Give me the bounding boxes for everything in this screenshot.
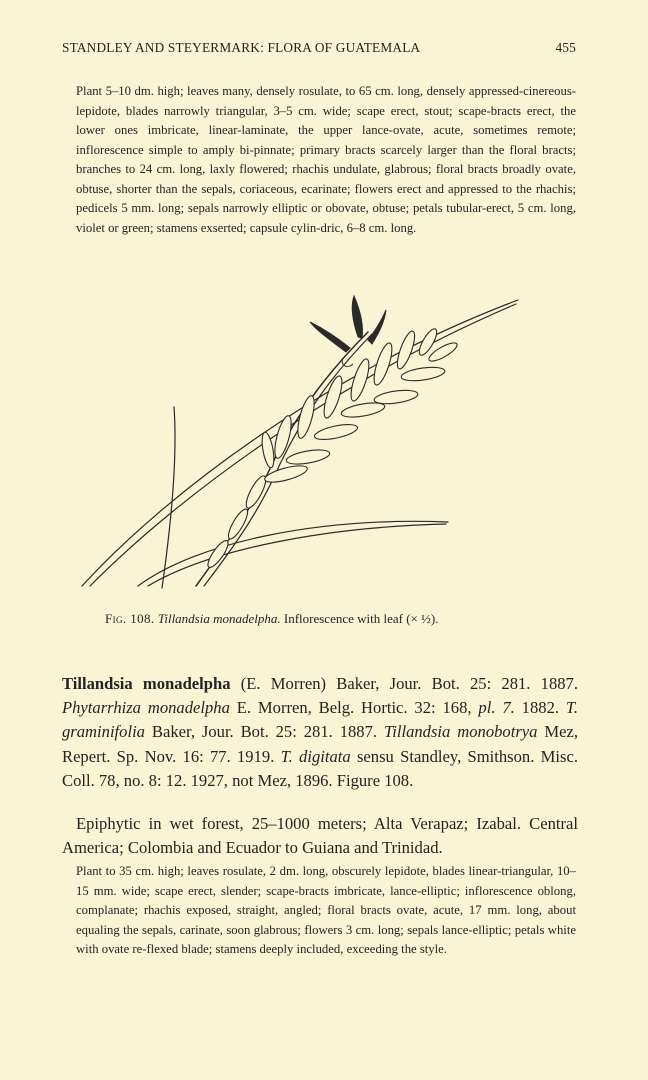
floral-bract — [285, 447, 330, 466]
synonym-3-name: Tillandsia monobotrya — [383, 722, 538, 742]
floral-bracts — [205, 327, 460, 570]
stamen — [342, 358, 353, 366]
synonym-4-ref: sensu Standley, Smithson. Misc. Coll. 78, no. 8: 12. 1927, not Mez, 1896. — [62, 746, 578, 790]
leaf-lower-edge — [148, 524, 446, 586]
synonym-1-name: Phytarrhiza monadelpha — [62, 698, 230, 718]
synonym-1-year: 1882. — [521, 698, 560, 718]
habitat-paragraph: Epiphytic in wet forest, 25–1000 meters; Alta Verapaz; Izabal. Central America; Colombia and Ecuador to Guiana and Trinidad. — [62, 814, 578, 858]
figure-text: Inflorescence with leaf (× ½). — [283, 611, 439, 626]
species-heading — [62, 672, 578, 793]
leaf-lower — [138, 521, 448, 586]
synonym-1-ref: E. Morren, Belg. Hortic. 32: 168, — [236, 698, 472, 718]
figure-label: Fig. 108. — [105, 611, 155, 626]
floral-bract — [394, 329, 418, 370]
page-number: 455 — [555, 40, 576, 55]
floral-bract — [272, 414, 295, 460]
floral-bract — [373, 388, 418, 406]
previous-description-text: Plant 5–10 dm. high; leaves many, densely rosulate, to 65 cm. long, densely appressed-cinereous-lepidote, blades narrowly triangular, 3–5 cm. wide; scape erect, stout; scape-bracts erect, the lower ones imbricate, linear-laminate, the upper lance-ovate, acute, sometimes remote; inflorescence simple to amply bi-pinnate; primary bracts scarcely larger than the floral bracts; branches to 24 cm. long, laxly flowered; rhachis undulate, glabrous; floral bracts broadly ovate, obtuse, shorter than the sepals, coriaceous, ecarinate; flowers erect and appressed to the rhachis; pedicels 5 mm. long; sepals narrowly elliptic or obovate, obtuse; petals tubular-erect, 5 cm. long, violet or green; stamens exserted; capsule cylin-dric, 6–8 cm. long. — [76, 84, 576, 235]
petal — [352, 296, 362, 338]
running-head — [62, 40, 576, 56]
botanical-illustration — [78, 292, 538, 592]
figure-taxon: Tillandsia monadelpha. — [157, 611, 281, 626]
species-name: Tillandsia monadelpha — [62, 674, 231, 693]
flower — [310, 296, 386, 366]
figure-caption — [105, 611, 565, 627]
synonym-2-ref: Baker, Jour. Bot. 25: 281. 1887. — [151, 722, 378, 742]
previous-species-description — [76, 82, 576, 238]
species-description — [76, 862, 576, 960]
floral-bract — [347, 357, 372, 403]
species-authority: (E. Morren) Baker, Jour. Bot. 25: 281. 1887. — [240, 674, 578, 693]
figure-reference: Figure 108. — [336, 770, 414, 790]
floral-bract — [313, 422, 359, 443]
petal — [310, 322, 350, 352]
synonym-4-name: T. digitata — [280, 746, 351, 766]
petal — [368, 310, 386, 344]
leaf-thin — [162, 407, 175, 588]
running-head-title: STANDLEY AND STEYERMARK: FLORA OF GUATEMALA — [62, 40, 421, 55]
floral-bract — [400, 365, 445, 383]
synonym-1-plate: pl. 7. — [478, 698, 515, 718]
synonym-2-name: T. graminifolia — [62, 698, 579, 742]
description-text: Plant to 35 cm. high; leaves rosulate, 2 dm. long, obscurely lepidote, blades linear-triangular, 10–15 mm. wide; scape erect, slender; scape-bracts imbricate, lance-elliptic; inflorescence oblong, complanate; rhachis exposed, straight, angled; floral bracts ovate, acute, 17 mm. long, about equaling the sepals, carinate, soon glabrous; flowers 3 cm. long; sepals lance-elliptic; petals white with ovate re-flexed blade; stamens deeply included, exceeding the style. — [76, 864, 576, 956]
floral-bract — [225, 507, 251, 541]
synonym-3-ref: Mez, Repert. Sp. Nov. 16: 77. 1919. — [62, 722, 578, 766]
